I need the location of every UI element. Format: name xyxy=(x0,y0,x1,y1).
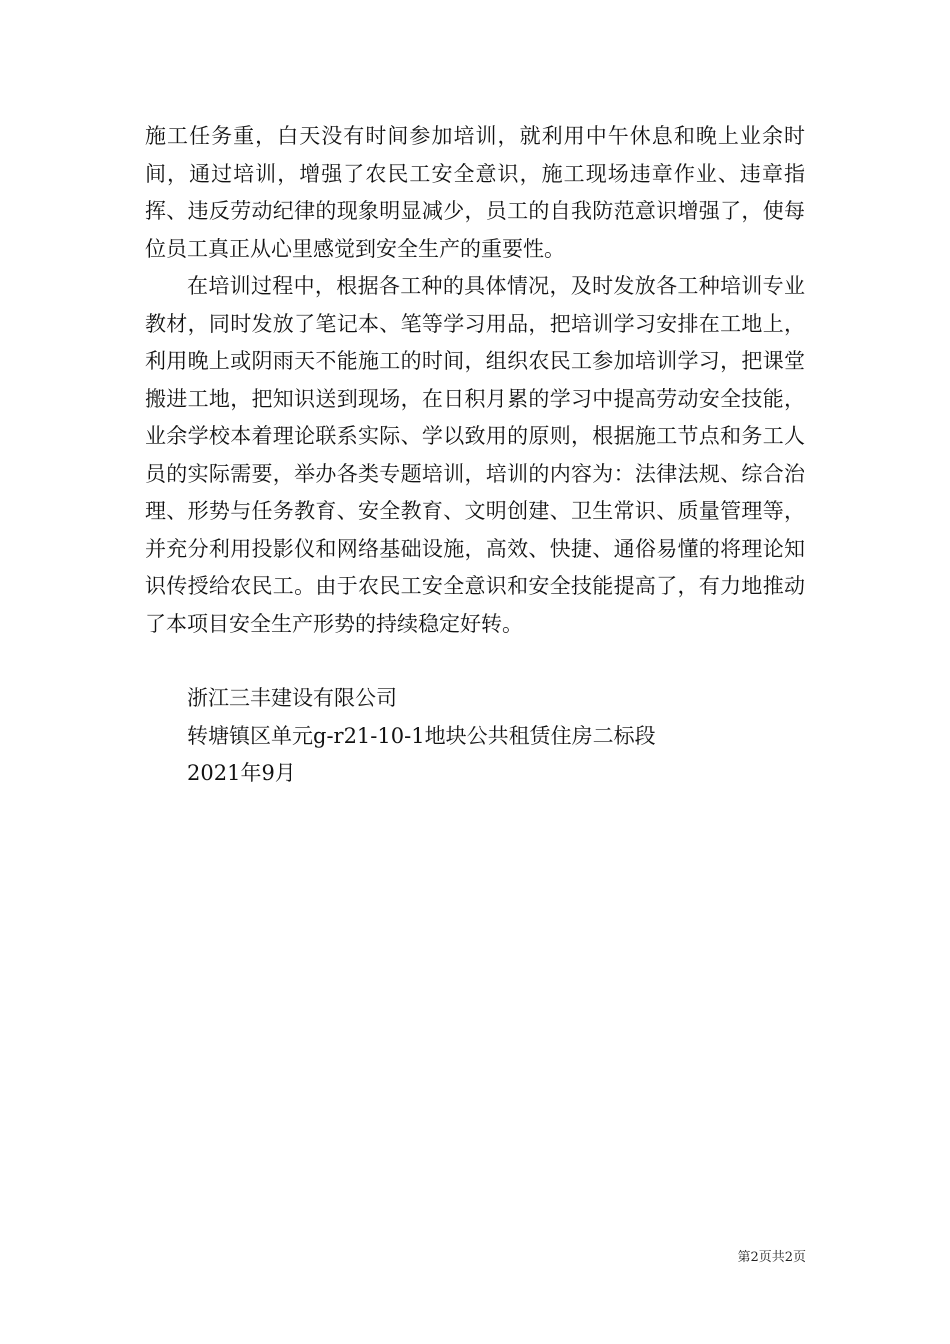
signature-date: 2021年9月 xyxy=(187,761,296,785)
paragraph-2: 在培训过程中，根据各工种的具体情况，及时发放各工种培训专业教材，同时发放了笔记本、笔等学习用品，把培训学习安排在工地上，利用晚上或阴雨天不能施工的时间，组织农民工参加培训学习，把课堂搬进工地，把知识送到现场，在日积月累的学习中提高劳动安全技能，业余学校本着理论联系实际、学以致用的原则，根据施工节点和务工人员的实际需要，举办各类专题培训，培训的内容为：法律法规、综合治理、形势与任务教育、安全教育、文明创建、卫生常识、质量管理等，并充分利用投影仪和网络基础设施，高效、快捷、通俗易懂的将理论知识传授给农民工。由于农民工安全意识和安全技能提高了，有力地推动了本项目安全生产形势的持续稳定好转。 xyxy=(145,274,805,636)
page-number-footer: 第2页共2页 xyxy=(737,1250,806,1265)
paragraph-1: 施工任务重，白天没有时间参加培训，就利用中午休息和晚上业余时间，通过培训，增强了农民工安全意识，施工现场违章作业、违章指挥、违反劳动纪律的现象明显减少，员工的自我防范意识增强了，使每位员工真正从心里感觉到安全生产的重要性。 xyxy=(145,124,805,261)
signature-company: 浙江三丰建设有限公司 xyxy=(187,686,397,710)
signature-project: 转塘镇区单元g-r21-10-1地块公共租赁住房二标段 xyxy=(187,724,656,748)
